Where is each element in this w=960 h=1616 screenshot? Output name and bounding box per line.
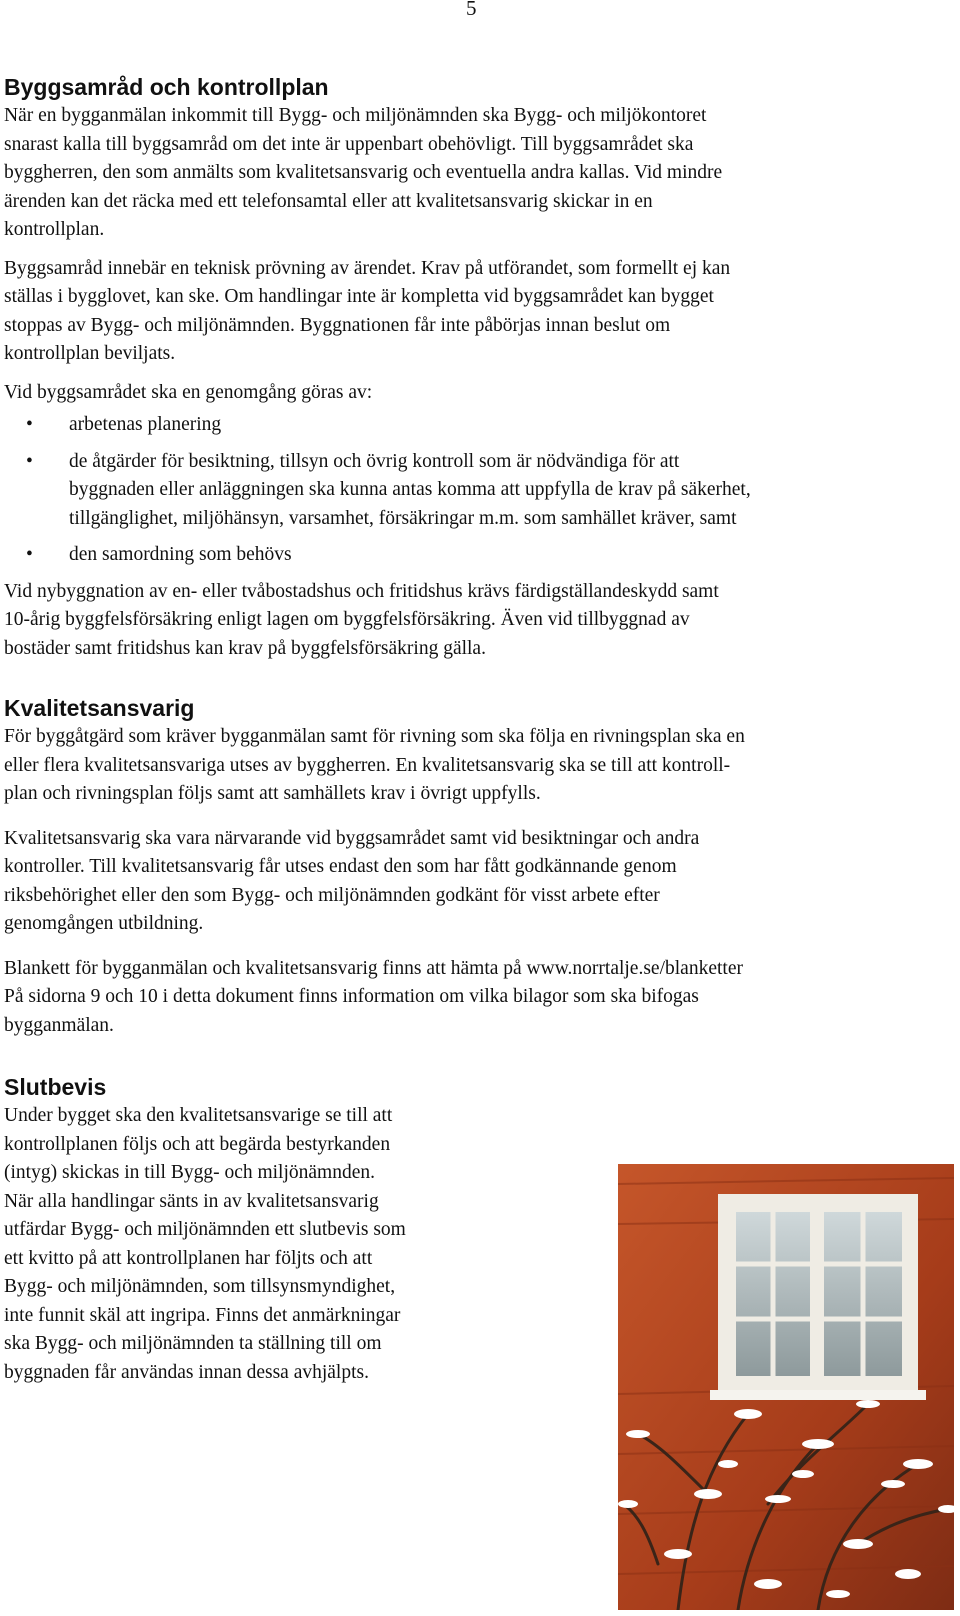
paragraph-slutbevis: Under bygget ska den kvalitetsansvarige se till att kontrollplanen följs och att begärda bestyrkanden (intyg) skickas in till Bygg- och miljönämnden. När alla handlingar sänts in av kvalitetsansvarig utfärdar Bygg- och miljönämnden ett slutbevis som ett kvitto på att kontrollplanen har följts och att Bygg- och miljönämnden, som tillsynsmyndighet, inte funnit skäl att ingripa. Finns det anmärkningar ska Bygg- och miljönämnden ta ställning till om byggnaden får användas innan dessa avhjälpts.: [4, 1105, 406, 1383]
paragraph-byggsamrad-1: När en bygganmälan inkommit till Bygg- och miljönämnden ska Bygg- och miljökontoret snarast kalla till byggsamråd om det inte är uppenbart obehövligt. Till byggsamrådet ska byggherren, den som anmälts som kvalitetsansvarig och eventuella andra kallas. Vid mindre ärenden kan det räcka med ett telefonsamtal eller att kvalitetsansvarig skickar in en kontrollplan.: [4, 105, 723, 240]
list-item: • den samordning som behövs: [4, 541, 952, 570]
snowy-window-illustration: [618, 1164, 954, 1610]
paragraph-byggsamrad-2: Byggsamråd innebär en teknisk prövning av ärendet. Krav på utförandet, som formellt ej kan ställas i bygglovet, kan ske. Om handlingar inte är kompletta vid byggsamrådet kan bygget stoppas av Bygg- och miljönämnden. Byggnationen får inte påbörjas innan beslut om kontrollplan beviljats.: [4, 257, 731, 364]
paragraph-kvalitetsansvarig-1: För byggåtgärd som kräver bygganmälan samt för rivning som ska följa en rivningsplan ska en eller flera kvalitetsansvariga utses av byggherren. En kvalitetsansvarig ska se till att kontroll- plan och rivningsplan följs samt att samhällets krav i övrigt uppfylls.: [4, 726, 745, 804]
paragraph-byggsamrad-4: Vid nybyggnation av en- eller tvåbostadshus och fritidshus krävs färdigställandeskydd samt 10-årig byggfelsförsäkring enligt lagen om byggfelsförsäkring. Även vid tillbyggnad av bostäder samt fritidshus kan krav på byggfelsförsäkring gälla.: [4, 580, 719, 659]
bullet-icon: •: [26, 450, 33, 472]
list-item: • arbetenas planering: [4, 411, 952, 440]
bullet-icon: •: [26, 414, 33, 435]
paragraph-kvalitetsansvarig-2: Kvalitetsansvarig ska vara närvarande vid byggsamrådet samt vid besiktningar och andra kontroller. Till kvalitetsansvarig får utses endast den som har fått godkännande genom riksbehörighet eller den som Bygg- och miljönämnden godkänt för visst arbete efter genomgången utbildning.: [4, 827, 700, 934]
bullet-list: [4, 411, 952, 570]
paragraph-byggsamrad-3: Vid byggsamrådet ska en genomgång göras av:: [4, 381, 373, 403]
list-item: • de åtgärder för besiktning, tillsyn och övrig kontroll som är nödvändiga för att byggnaden eller anläggningen ska kunna antas komma att uppfylla de krav på säkerhet, tillgänglighet, miljöhänsyn, varsamhet, försäkringar m.m. som samhället kräver, samt: [4, 448, 952, 534]
heading-byggsamrad: Byggsamråd och kontrollplan: [4, 74, 329, 100]
house-window-photo: [618, 1164, 954, 1610]
heading-kvalitetsansvarig: Kvalitetsansvarig: [4, 695, 195, 721]
bullet-icon: •: [26, 544, 33, 565]
page-number: 5: [466, 0, 477, 20]
window-sill: [710, 1390, 926, 1400]
section-byggsamrad: [4, 72, 952, 663]
paragraph-kvalitetsansvarig-3: Blankett för bygganmälan och kvalitetsansvarig finns att hämta på www.norrtalje.se/blanketter På sidorna 9 och 10 i detta dokument finns information om vilka bilagor som ska bifogas bygganmälan.: [4, 957, 743, 1036]
section-kvalitetsansvarig: [4, 693, 952, 1040]
heading-slutbevis: Slutbevis: [4, 1074, 107, 1100]
